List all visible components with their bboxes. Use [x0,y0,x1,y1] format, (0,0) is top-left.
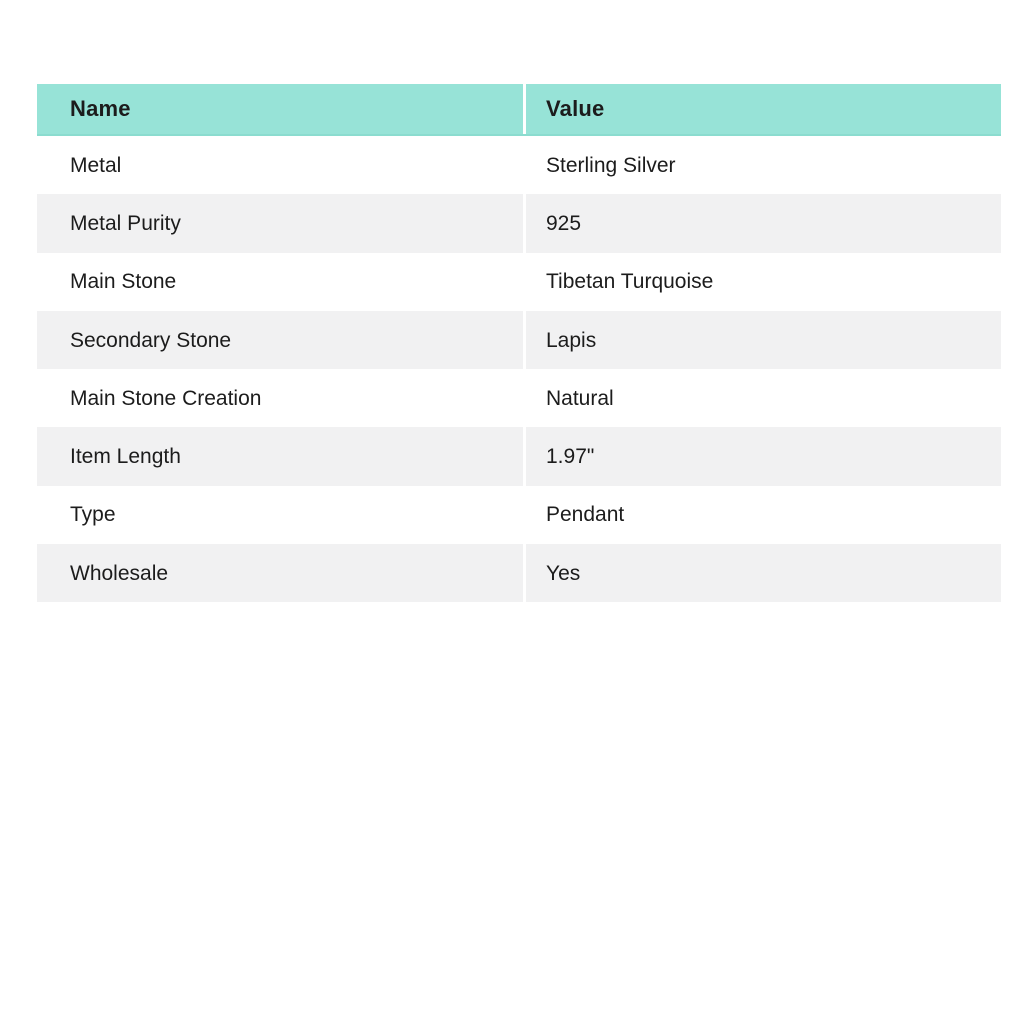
row-value-cell: Lapis [523,311,1001,369]
row-name-cell: Main Stone [70,270,177,294]
row-name-cell: Type [70,503,116,527]
table-body [37,136,1001,602]
row-name-cell: Item Length [70,445,181,469]
row-name-cell: Metal [70,153,122,177]
row-name-cell: Metal Purity [70,211,181,235]
row-value-cell: 1.97" [523,427,1001,485]
row-value-cell: Yes [523,544,1001,602]
table-row [37,136,1001,194]
row-value-cell: Natural [523,369,1001,427]
table-row [37,253,1001,311]
table-row [37,311,1001,369]
row-value-cell: Tibetan Turquoise [523,253,1001,311]
row-name-cell: Secondary Stone [70,328,232,352]
row-name-cell: Wholesale [70,561,169,585]
table-row [37,427,1001,485]
row-value-cell: Sterling Silver [523,136,1001,194]
row-name-cell: Main Stone Creation [70,386,262,410]
table-row [37,194,1001,252]
row-value-cell: Pendant [523,486,1001,544]
header-cell-name: Name [70,96,131,121]
product-spec-table [37,84,1001,602]
table-row [37,544,1001,602]
table-header-row [37,84,1001,136]
row-value-cell: 925 [523,194,1001,252]
table-row [37,369,1001,427]
table-row [37,486,1001,544]
header-cell-value: Value [523,84,1001,134]
